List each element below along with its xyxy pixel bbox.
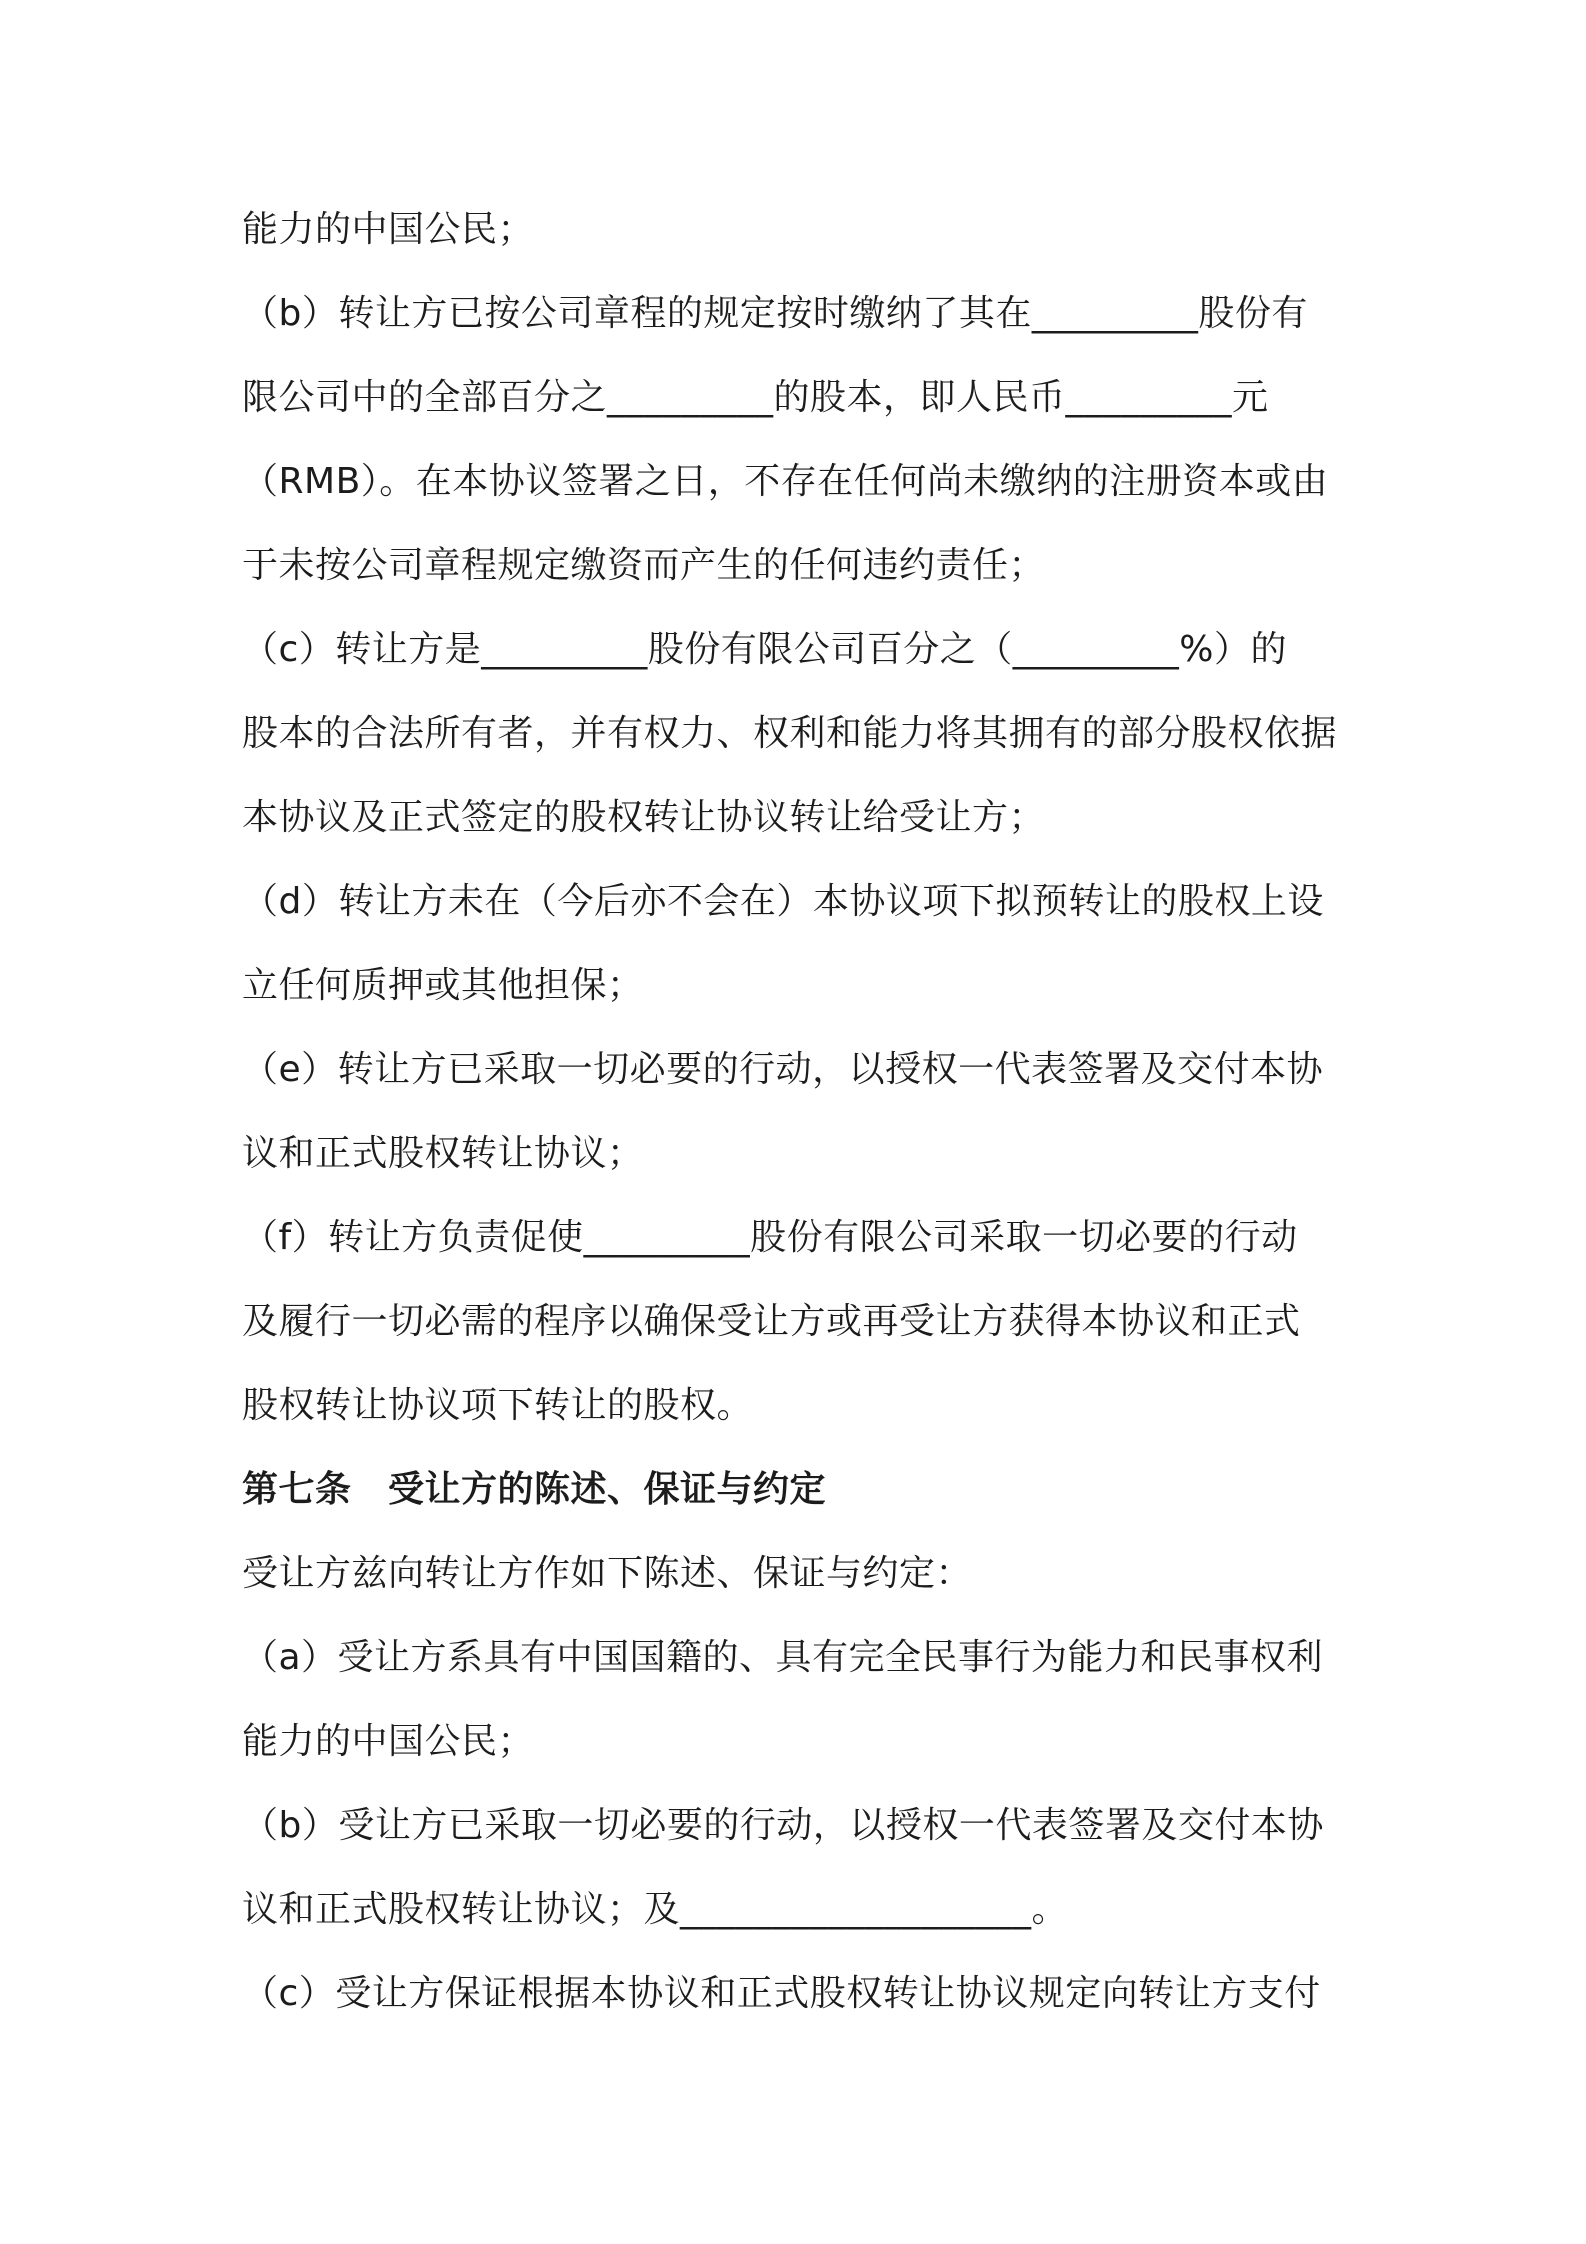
text-line: 议和正式股权转让协议； xyxy=(242,1133,644,1174)
article-heading: 第七条 受让方的陈述、保证与约定 xyxy=(242,1469,827,1510)
text-line: （c）受让方保证根据本协议和正式股权转让协议规定向转让方支付 xyxy=(242,1973,1321,2014)
text-line: （RMB）。在本协议签署之日，不存在任何尚未缴纳的注册资本或由 xyxy=(242,461,1329,502)
text-line: 股权转让协议项下转让的股权。 xyxy=(242,1385,754,1426)
text-line: 于未按公司章程规定缴资而产生的任何违约责任； xyxy=(242,545,1046,586)
text-line: 能力的中国公民； xyxy=(242,209,535,250)
text-line: 立任何质押或其他担保； xyxy=(242,965,644,1006)
text-line: （f）转让方负责促使_________股份有限公司采取一切必要的行动 xyxy=(242,1217,1298,1258)
text-line: （d）转让方未在（今后亦不会在）本协议项下拟预转让的股权上设 xyxy=(242,881,1324,922)
text-line: 限公司中的全部百分之_________的股本，即人民币_________元 xyxy=(242,377,1269,418)
text-line: 股本的合法所有者，并有权力、权利和能力将其拥有的部分股权依据 xyxy=(242,713,1338,754)
text-line: （b）受让方已采取一切必要的行动，以授权一代表签署及交付本协 xyxy=(242,1805,1324,1846)
text-line: 受让方兹向转让方作如下陈述、保证与约定： xyxy=(242,1553,973,1594)
text-line: （a）受让方系具有中国国籍的、具有完全民事行为能力和民事权利 xyxy=(242,1637,1324,1678)
text-line: 及履行一切必需的程序以确保受让方或再受让方获得本协议和正式 xyxy=(242,1301,1301,1342)
text-line: 能力的中国公民； xyxy=(242,1721,535,1762)
text-line: （c）转让方是_________股份有限公司百分之（_________%）的 xyxy=(242,629,1288,670)
text-line: （e）转让方已采取一切必要的行动，以授权一代表签署及交付本协 xyxy=(242,1049,1324,1090)
text-line: 本协议及正式签定的股权转让协议转让给受让方； xyxy=(242,797,1046,838)
text-line: （b）转让方已按公司章程的规定按时缴纳了其在_________股份有 xyxy=(242,293,1308,334)
text-line: 议和正式股权转让协议；及___________________。 xyxy=(242,1889,1069,1930)
